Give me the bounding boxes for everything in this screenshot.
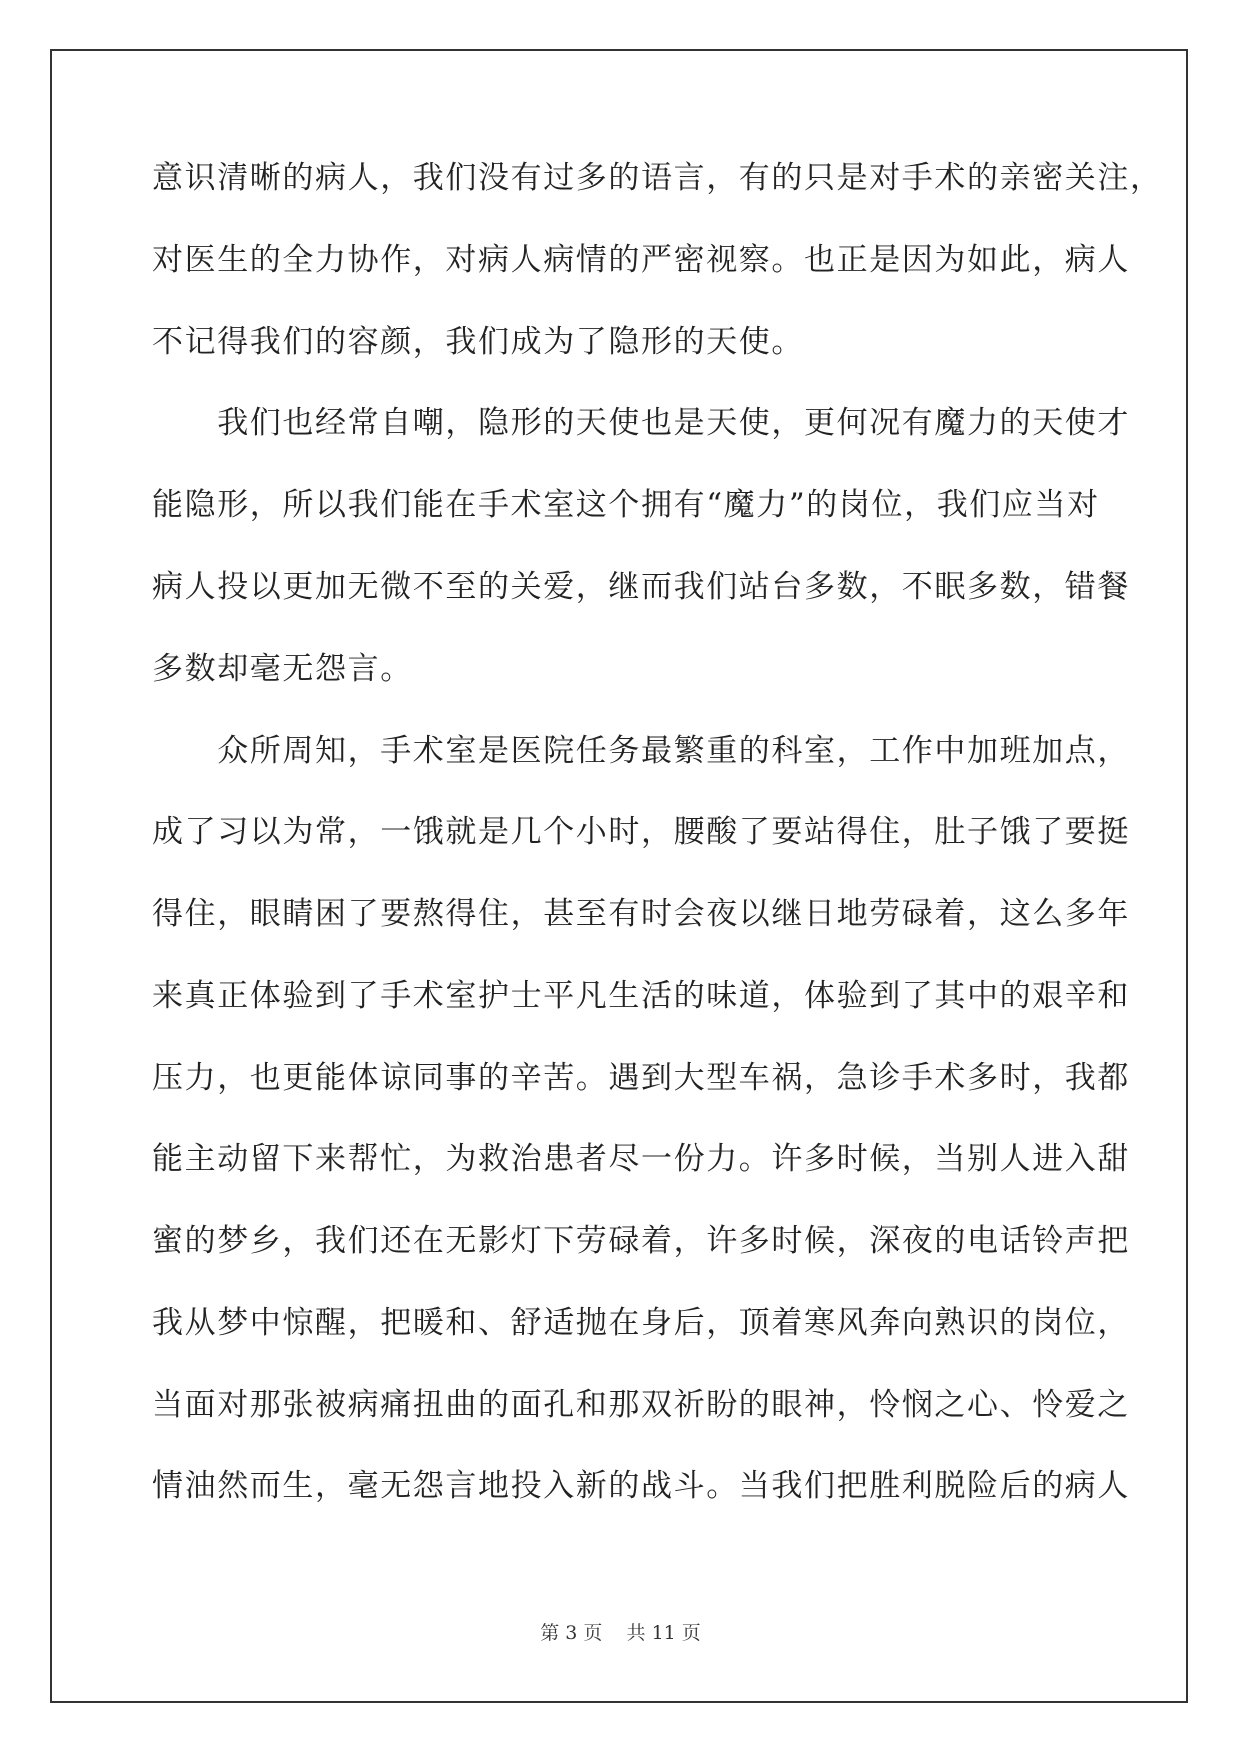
text-line: 能隐形，所以我们能在手术室这个拥有“魔力”的岗位，我们应当对 — [152, 487, 1100, 523]
text-line: 得住，眼睛困了要熬得住，甚至有时会夜以继日地劳碌着，这么多年 — [152, 896, 1130, 932]
page-footer — [0, 1621, 1241, 1645]
text-line: 不记得我们的容颜，我们成为了隐形的天使。 — [152, 324, 804, 360]
text-line: 当面对那张被病痛扭曲的面孔和那双祈盼的眼神，怜悯之心、怜爱之 — [152, 1387, 1130, 1423]
text-line: 来真正体验到了手术室护士平凡生活的味道，体验到了其中的艰辛和 — [152, 978, 1130, 1014]
text-line: 病人投以更加无微不至的关爱，继而我们站台多数，不眠多数，错餐 — [152, 569, 1130, 605]
total-pages: 共 11 页 — [626, 1622, 701, 1644]
page-border — [50, 49, 1188, 1703]
page-number: 第 3 页 — [540, 1622, 603, 1644]
text-line: 蜜的梦乡，我们还在无影灯下劳碌着，许多时候，深夜的电话铃声把 — [152, 1223, 1130, 1259]
text-line: 我们也经常自嘲，隐形的天使也是天使，更何况有魔力的天使才 — [152, 405, 1130, 441]
text-line: 成了习以为常，一饿就是几个小时，腰酸了要站得住，肚子饿了要挺 — [152, 814, 1130, 850]
text-line: 情油然而生，毫无怨言地投入新的战斗。当我们把胜利脱险后的病人 — [152, 1468, 1130, 1504]
text-line: 对医生的全力协作，对病人病情的严密视察。也正是因为如此，病人 — [152, 242, 1130, 278]
text-line: 压力，也更能体谅同事的辛苦。遇到大型车祸，急诊手术多时，我都 — [152, 1060, 1130, 1096]
text-line: 多数却毫无怨言。 — [152, 651, 413, 687]
text-line: 我从梦中惊醒，把暖和、舒适抛在身后，顶着寒风奔向熟识的岗位， — [152, 1305, 1130, 1341]
text-line: 意识清晰的病人，我们没有过多的语言，有的只是对手术的亲密关注， — [152, 160, 1163, 196]
text-line: 能主动留下来帮忙，为救治患者尽一份力。许多时候，当别人进入甜 — [152, 1141, 1130, 1177]
text-line: 众所周知，手术室是医院任务最繁重的科室，工作中加班加点， — [152, 733, 1130, 769]
